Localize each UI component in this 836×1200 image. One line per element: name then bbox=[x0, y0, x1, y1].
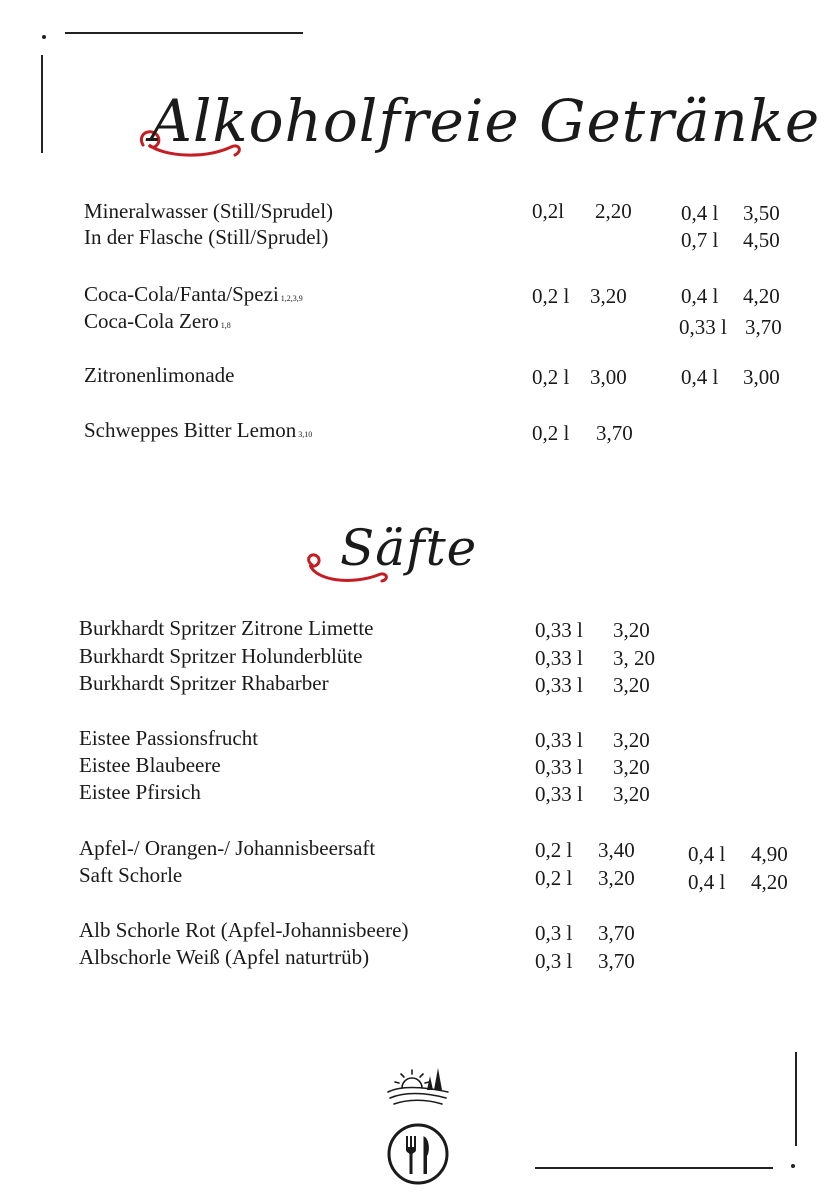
price-small: 0,33 l 3,20 bbox=[535, 728, 650, 752]
fork-knife-plate-icon bbox=[386, 1122, 450, 1186]
menu-item-name: Apfel-/ Orangen-/ Johannisbeersaft bbox=[79, 836, 376, 860]
price-large: 0,4 l 4,90 bbox=[688, 842, 788, 866]
price-large: 0,4 l 4,20 bbox=[681, 284, 780, 308]
corner-dot-top-left bbox=[42, 35, 46, 39]
menu-item-name: In der Flasche (Still/Sprudel) bbox=[84, 225, 329, 249]
price-small: 0,33 l 3,20 bbox=[535, 618, 650, 642]
menu-item-name: Schweppes Bitter Lemon 3,10 bbox=[84, 418, 313, 442]
price-small: 0,2 l 3,20 bbox=[535, 866, 635, 890]
menu-item-name: Burkhardt Spritzer Rhabarber bbox=[79, 671, 329, 695]
menu-item-name: Eistee Passionsfrucht bbox=[79, 726, 259, 750]
allergen-note: 1,8 bbox=[220, 321, 231, 330]
menu-item-name: Albschorle Weiß (Apfel naturtrüb) bbox=[79, 945, 370, 969]
menu-item-name: Coca-Cola/Fanta/Spezi 1,2,3,9 bbox=[84, 282, 303, 306]
corner-dot-bottom-right bbox=[791, 1164, 795, 1168]
left-rule bbox=[41, 55, 43, 153]
price-large: 0,4 l 4,20 bbox=[688, 870, 788, 894]
price-large: 0,4 l 3,00 bbox=[681, 365, 780, 389]
price-small: 0,33 l 3,20 bbox=[535, 782, 650, 806]
section-title-alkoholfrei: Alkoholfreie Getränke bbox=[150, 87, 821, 155]
price-small: 0,3 l 3,70 bbox=[535, 949, 635, 973]
price-small: 0,33 l 3,20 bbox=[535, 755, 650, 779]
price-small: 0,2 l 3,20 bbox=[532, 284, 627, 308]
price-small: 0,2 l 3,00 bbox=[532, 365, 627, 389]
price-large: 0,7 l 4,50 bbox=[681, 228, 780, 252]
right-rule bbox=[795, 1052, 797, 1146]
price-small: 0,3 l 3,70 bbox=[535, 921, 635, 945]
menu-item-name: Coca-Cola Zero 1,8 bbox=[84, 309, 231, 333]
allergen-note: 3,10 bbox=[298, 430, 313, 439]
menu-item-name: Burkhardt Spritzer Holunderblüte bbox=[79, 644, 363, 668]
sun-hills-trees-icon bbox=[384, 1062, 452, 1110]
menu-item-name: Saft Schorle bbox=[79, 863, 183, 887]
allergen-note: 1,2,3,9 bbox=[280, 294, 303, 303]
menu-item-name: Mineralwasser (Still/Sprudel) bbox=[84, 199, 334, 223]
section-title-saefte: Säfte bbox=[340, 519, 478, 577]
top-rule bbox=[65, 32, 303, 34]
menu-item-name: Eistee Pfirsich bbox=[79, 780, 201, 804]
menu-item-name: Eistee Blaubeere bbox=[79, 753, 221, 777]
menu-item-name: Alb Schorle Rot (Apfel-Johannisbeere) bbox=[79, 918, 409, 942]
price-small: 0,2l 2,20 bbox=[532, 199, 632, 223]
price-small: 0,33 l 3, 20 bbox=[535, 646, 655, 670]
price-large: 0,33 l 3,70 bbox=[679, 315, 782, 339]
bottom-rule bbox=[535, 1167, 773, 1169]
price-small: 0,2 l 3,70 bbox=[532, 421, 633, 445]
price-small: 0,2 l 3,40 bbox=[535, 838, 635, 862]
price-large: 0,4 l 3,50 bbox=[681, 201, 780, 225]
price-small: 0,33 l 3,20 bbox=[535, 673, 650, 697]
menu-item-name: Burkhardt Spritzer Zitrone Limette bbox=[79, 616, 374, 640]
menu-item-name: Zitronenlimonade bbox=[84, 363, 235, 387]
